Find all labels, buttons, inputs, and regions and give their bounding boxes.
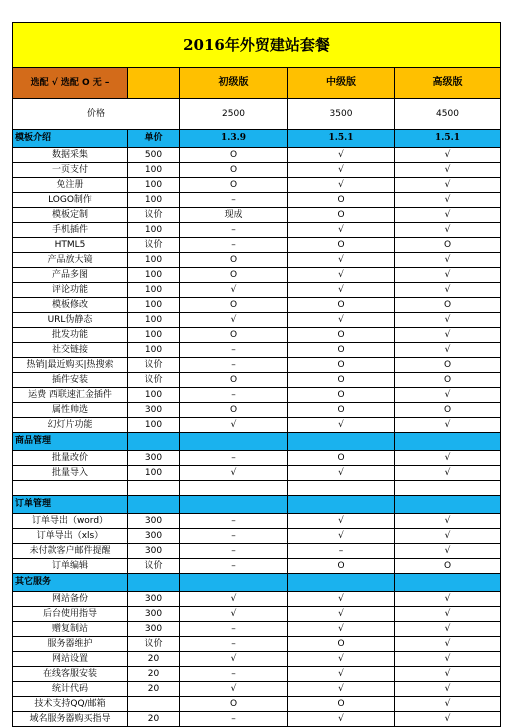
sheet-title: 2016年外贸建站套餐: [13, 23, 501, 68]
feature-name: 一页支付: [13, 163, 128, 178]
tier-advanced-value: √: [395, 253, 501, 268]
tier-advanced-value: √: [395, 466, 501, 481]
tier-mid-value: √: [288, 529, 395, 544]
unit-price: 300: [128, 529, 180, 544]
price-row: [13, 99, 501, 130]
unit-price-header: 单价: [128, 130, 180, 148]
blank-cell: [13, 481, 128, 496]
package-table-body: [13, 23, 501, 727]
table-row: [13, 466, 501, 481]
table-row: [13, 514, 501, 529]
tier-advanced-value: √: [395, 682, 501, 697]
table-row: [13, 163, 501, 178]
feature-name: 属性帅选: [13, 403, 128, 418]
feature-name: 评论功能: [13, 283, 128, 298]
feature-name: 产品多图: [13, 268, 128, 283]
tier-advanced-value: √: [395, 268, 501, 283]
unit-price: 300: [128, 607, 180, 622]
tier-advanced-value: √: [395, 193, 501, 208]
tier-advanced-value: √: [395, 514, 501, 529]
table-row: [13, 622, 501, 637]
feature-name: 技术支持QQ/邮箱: [13, 697, 128, 712]
tier-basic-value: O: [180, 298, 288, 313]
table-row: [13, 148, 501, 163]
section-title: 订单管理: [13, 496, 128, 514]
feature-name: URL伪静态: [13, 313, 128, 328]
tier-mid-value: √: [288, 148, 395, 163]
unit-price: 300: [128, 622, 180, 637]
tier-advanced-value: √: [395, 451, 501, 466]
tier-basic-value: O: [180, 373, 288, 388]
section-title: 商品管理: [13, 433, 128, 451]
blank-row: [13, 481, 501, 496]
tier-basic-value: –: [180, 451, 288, 466]
tier-basic-value: √: [180, 418, 288, 433]
table-row: [13, 313, 501, 328]
feature-name: 域名服务器购买指导: [13, 712, 128, 727]
package-sheet: [12, 22, 500, 727]
tier-mid-header: 中级版: [288, 68, 395, 99]
section-blank-cell: [395, 496, 501, 514]
section-title: 模板介绍: [13, 130, 128, 148]
tier-mid-value: O: [288, 388, 395, 403]
table-row: [13, 652, 501, 667]
unit-price: 20: [128, 712, 180, 727]
table-row: [13, 268, 501, 283]
table-row: [13, 343, 501, 358]
tier-mid-value: O: [288, 451, 395, 466]
section-blank-cell: [128, 496, 180, 514]
price-mid: 3500: [288, 99, 395, 130]
tier-basic-value: –: [180, 667, 288, 682]
tier-mid-value: √: [288, 607, 395, 622]
tier-basic-value: –: [180, 544, 288, 559]
feature-name: 统计代码: [13, 682, 128, 697]
table-row: [13, 253, 501, 268]
tier-advanced-value: O: [395, 403, 501, 418]
tier-basic-value: –: [180, 343, 288, 358]
price-advanced: 4500: [395, 99, 501, 130]
section-blank-cell: [180, 433, 288, 451]
tier-advanced-value: √: [395, 637, 501, 652]
tier-advanced-value: √: [395, 343, 501, 358]
unit-price: 300: [128, 544, 180, 559]
tier-advanced-value: √: [395, 622, 501, 637]
tier-basic-value: –: [180, 559, 288, 574]
feature-name: 在线客服安装: [13, 667, 128, 682]
tier-advanced-value: √: [395, 148, 501, 163]
feature-name: 插件安装: [13, 373, 128, 388]
table-row: [13, 328, 501, 343]
unit-price: [128, 697, 180, 712]
table-row: [13, 559, 501, 574]
feature-name: 热销|最近购买|热搜索: [13, 358, 128, 373]
tier-mid-value: √: [288, 163, 395, 178]
unit-price: 议价: [128, 373, 180, 388]
tier-basic-value: O: [180, 163, 288, 178]
unit-price: 20: [128, 667, 180, 682]
feature-name: 模板修改: [13, 298, 128, 313]
feature-name: 订单导出（word）: [13, 514, 128, 529]
table-row: [13, 178, 501, 193]
tier-basic-value: √: [180, 607, 288, 622]
tier-basic-value: √: [180, 313, 288, 328]
blank-cell: [395, 481, 501, 496]
tier-mid-value: O: [288, 637, 395, 652]
section-title: 其它服务: [13, 574, 128, 592]
tier-basic-header: 初级版: [180, 68, 288, 99]
table-row: [13, 403, 501, 418]
table-row: [13, 238, 501, 253]
unit-price: 100: [128, 466, 180, 481]
tier-basic-value: O: [180, 268, 288, 283]
tier-advanced-value: √: [395, 223, 501, 238]
section-blank-cell: [180, 496, 288, 514]
unit-price: 100: [128, 313, 180, 328]
tier-mid-value: O: [288, 403, 395, 418]
tier-advanced-value: √: [395, 529, 501, 544]
tier-basic-value: –: [180, 238, 288, 253]
tier-basic-value: √: [180, 652, 288, 667]
tier-mid-value: √: [288, 223, 395, 238]
title-row: [13, 23, 501, 68]
section-header-row: [13, 433, 501, 451]
tier-mid-value: √: [288, 712, 395, 727]
tier-basic-value: –: [180, 388, 288, 403]
tier-basic-value: –: [180, 223, 288, 238]
tier-mid-value: √: [288, 514, 395, 529]
tier-basic-value: √: [180, 283, 288, 298]
feature-name: 未付款客户邮件提醒: [13, 544, 128, 559]
tier-advanced-value: √: [395, 697, 501, 712]
tier-basic-value: 现成: [180, 208, 288, 223]
feature-name: 幻灯片功能: [13, 418, 128, 433]
tier-basic-value: O: [180, 253, 288, 268]
table-row: [13, 358, 501, 373]
feature-name: 后台使用指导: [13, 607, 128, 622]
blank-cell: [128, 481, 180, 496]
feature-name: 免注册: [13, 178, 128, 193]
table-row: [13, 283, 501, 298]
tier-basic-value: √: [180, 592, 288, 607]
tier-basic-value: √: [180, 466, 288, 481]
unit-price: 议价: [128, 358, 180, 373]
unit-price: 300: [128, 592, 180, 607]
feature-name: 赠复制站: [13, 622, 128, 637]
tier-mid-value: √: [288, 682, 395, 697]
unit-price: 100: [128, 298, 180, 313]
tier-basic-value: O: [180, 328, 288, 343]
feature-name: 订单编辑: [13, 559, 128, 574]
blank-cell: [180, 481, 288, 496]
tier-advanced-value: √: [395, 388, 501, 403]
table-row: [13, 193, 501, 208]
feature-name: 批量改价: [13, 451, 128, 466]
table-row: [13, 529, 501, 544]
tier-basic-value: O: [180, 697, 288, 712]
feature-name: 批量导入: [13, 466, 128, 481]
section-header-row: [13, 496, 501, 514]
tier-advanced-value: √: [395, 283, 501, 298]
unit-price: 300: [128, 451, 180, 466]
tier-basic-value: O: [180, 403, 288, 418]
tier-mid-value: √: [288, 313, 395, 328]
blank-cell: [288, 481, 395, 496]
tier-basic-value: –: [180, 358, 288, 373]
tier-advanced-value: √: [395, 418, 501, 433]
version-cell: 1.3.9: [180, 130, 288, 148]
tier-mid-value: √: [288, 622, 395, 637]
tier-mid-value: √: [288, 283, 395, 298]
tier-mid-value: O: [288, 559, 395, 574]
unit-price: 100: [128, 268, 180, 283]
tier-advanced-value: √: [395, 592, 501, 607]
feature-name: 运费 西联速汇金插件: [13, 388, 128, 403]
table-row: [13, 418, 501, 433]
tier-basic-value: –: [180, 514, 288, 529]
feature-name: 产品放大镜: [13, 253, 128, 268]
section-blank-cell: [180, 574, 288, 592]
table-row: [13, 682, 501, 697]
tier-basic-value: O: [180, 148, 288, 163]
tier-advanced-value: √: [395, 652, 501, 667]
tier-advanced-value: √: [395, 712, 501, 727]
table-row: [13, 388, 501, 403]
tier-basic-value: –: [180, 529, 288, 544]
tier-advanced-value: √: [395, 607, 501, 622]
unit-price: 100: [128, 328, 180, 343]
tier-advanced-value: O: [395, 298, 501, 313]
section-blank-cell: [128, 574, 180, 592]
unit-price: 议价: [128, 238, 180, 253]
feature-name: HTML5: [13, 238, 128, 253]
unit-price: 100: [128, 253, 180, 268]
tier-advanced-value: √: [395, 163, 501, 178]
unit-price: 300: [128, 403, 180, 418]
tier-advanced-value: √: [395, 544, 501, 559]
feature-name: 服务器维护: [13, 637, 128, 652]
version-cell: 1.5.1: [288, 130, 395, 148]
unit-price: 100: [128, 193, 180, 208]
tier-mid-value: O: [288, 298, 395, 313]
package-table: [12, 22, 501, 727]
table-row: [13, 223, 501, 238]
feature-name: 数据采集: [13, 148, 128, 163]
unit-price: 议价: [128, 637, 180, 652]
feature-name: 网站备份: [13, 592, 128, 607]
section-blank-cell: [128, 433, 180, 451]
table-row: [13, 637, 501, 652]
tier-advanced-value: √: [395, 313, 501, 328]
price-basic: 2500: [180, 99, 288, 130]
table-row: [13, 451, 501, 466]
unit-price: 100: [128, 418, 180, 433]
unit-price: 20: [128, 652, 180, 667]
table-row: [13, 607, 501, 622]
section-blank-cell: [395, 574, 501, 592]
tier-basic-value: O: [180, 178, 288, 193]
tier-mid-value: √: [288, 253, 395, 268]
tier-mid-value: O: [288, 193, 395, 208]
version-cell: 1.5.1: [395, 130, 501, 148]
section-blank-cell: [288, 574, 395, 592]
tier-mid-value: O: [288, 343, 395, 358]
table-row: [13, 697, 501, 712]
tier-basic-value: –: [180, 712, 288, 727]
tier-mid-value: O: [288, 697, 395, 712]
unit-price: 300: [128, 514, 180, 529]
section-blank-cell: [288, 496, 395, 514]
unit-price: 100: [128, 343, 180, 358]
section-blank-cell: [288, 433, 395, 451]
table-row: [13, 373, 501, 388]
tier-mid-value: O: [288, 328, 395, 343]
tier-mid-value: O: [288, 208, 395, 223]
tier-mid-value: √: [288, 178, 395, 193]
price-label: 价格: [13, 99, 180, 130]
unit-price: 500: [128, 148, 180, 163]
feature-name: 手机插件: [13, 223, 128, 238]
tier-mid-value: O: [288, 358, 395, 373]
table-row: [13, 298, 501, 313]
tier-mid-value: O: [288, 373, 395, 388]
unit-price: 100: [128, 163, 180, 178]
tier-mid-value: √: [288, 652, 395, 667]
feature-name: 订单导出（xls）: [13, 529, 128, 544]
unit-price: 议价: [128, 208, 180, 223]
table-row: [13, 667, 501, 682]
tier-advanced-header: 高级版: [395, 68, 501, 99]
feature-name: 批发功能: [13, 328, 128, 343]
header-blank-cell: [128, 68, 180, 99]
section-header-row: [13, 130, 501, 148]
table-row: [13, 544, 501, 559]
header-row: [13, 68, 501, 99]
tier-mid-value: O: [288, 238, 395, 253]
section-blank-cell: [395, 433, 501, 451]
tier-advanced-value: √: [395, 328, 501, 343]
tier-mid-value: √: [288, 466, 395, 481]
unit-price: 100: [128, 223, 180, 238]
feature-name: 网站设置: [13, 652, 128, 667]
tier-basic-value: √: [180, 682, 288, 697]
table-row: [13, 712, 501, 727]
tier-advanced-value: √: [395, 667, 501, 682]
tier-basic-value: –: [180, 637, 288, 652]
feature-name: 模板定制: [13, 208, 128, 223]
unit-price: 100: [128, 178, 180, 193]
tier-mid-value: √: [288, 268, 395, 283]
unit-price: 20: [128, 682, 180, 697]
tier-advanced-value: O: [395, 559, 501, 574]
unit-price: 100: [128, 388, 180, 403]
tier-basic-value: –: [180, 622, 288, 637]
feature-name: 社交链接: [13, 343, 128, 358]
tier-advanced-value: √: [395, 178, 501, 193]
section-header-row: [13, 574, 501, 592]
unit-price: 100: [128, 283, 180, 298]
tier-advanced-value: O: [395, 373, 501, 388]
feature-name: LOGO制作: [13, 193, 128, 208]
tier-mid-value: √: [288, 418, 395, 433]
tier-mid-value: √: [288, 592, 395, 607]
tier-mid-value: √: [288, 667, 395, 682]
tier-basic-value: –: [180, 193, 288, 208]
tier-advanced-value: O: [395, 358, 501, 373]
table-row: [13, 592, 501, 607]
tier-advanced-value: O: [395, 238, 501, 253]
table-row: [13, 208, 501, 223]
tier-mid-value: –: [288, 544, 395, 559]
unit-price: 议价: [128, 559, 180, 574]
tier-advanced-value: √: [395, 208, 501, 223]
legend-cell: 选配 √ 选配 O 无 –: [13, 68, 128, 99]
